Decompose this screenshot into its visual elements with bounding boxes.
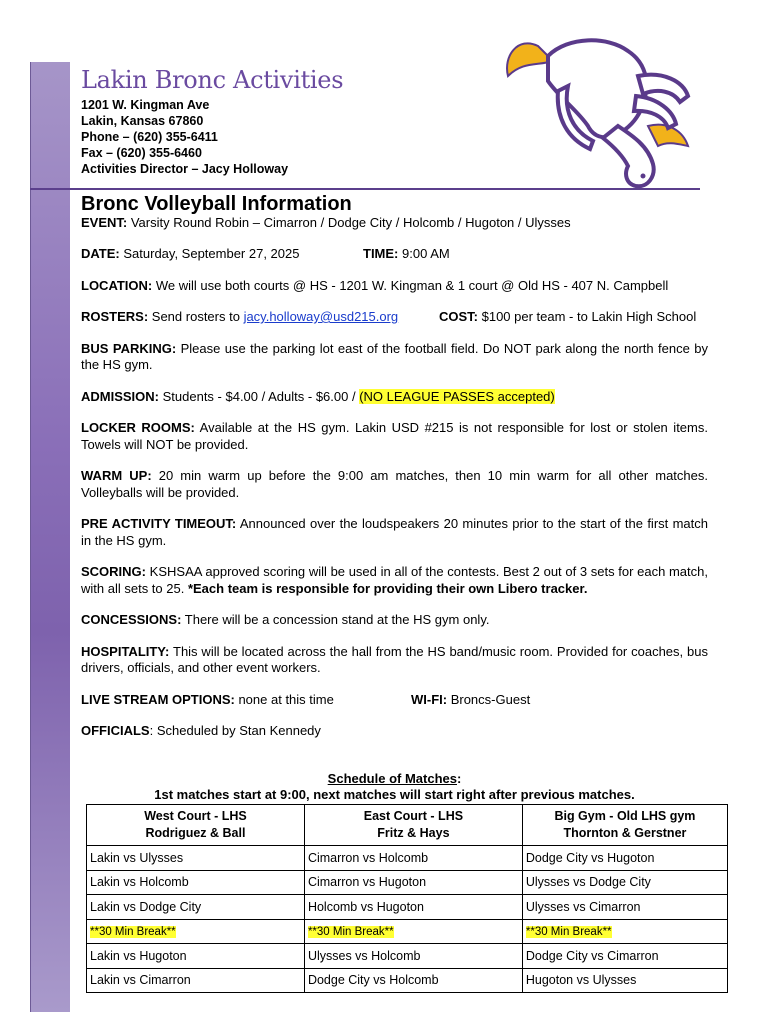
schedule-table [86,804,728,993]
time-label: TIME: [363,246,399,261]
scoring-note: *Each team is responsible for providing their own Libero tracker. [187,580,588,596]
bus-value: Please use the parking lot east of the football field. Do NOT park along the north fence by the HS gym. [81,340,708,372]
schedule-title: Schedule of Matches [327,771,457,786]
break-cell [304,919,522,944]
warmup-label: WARM UP: [81,468,152,483]
concessions-line [81,612,708,629]
address-line-1: 1201 W. Kingman Ave [81,98,210,112]
concessions-label: CONCESSIONS: [81,612,182,627]
info-body [81,193,708,755]
break-label: **30 Min Break** [90,926,176,939]
locker-label: LOCKER ROOMS: [81,420,195,435]
rosters-text: Send rosters to [148,309,244,324]
concessions-value: There will be a concession stand at the HS gym only. [181,612,490,627]
match-cell: Lakin vs Cimarron [87,968,305,993]
date-time-line [81,246,708,263]
livestream-value: none at this time [234,691,334,707]
officials-label: OFFICIALS [81,723,150,738]
match-cell: Lakin vs Holcomb [87,870,305,895]
address-line-2: Lakin, Kansas 67860 [81,114,204,128]
schedule-heading [81,771,708,803]
wifi-value: Broncs-Guest [447,691,531,707]
location-value: We will use both courts @ HS - 1201 W. Kingman & 1 court @ Old HS - 407 N. Campbell [152,277,669,293]
match-cell: Holcomb vs Hugoton [304,895,522,920]
break-cell [522,919,727,944]
match-cell: Hugoton vs Ulysses [522,968,727,993]
table-row [87,895,728,920]
match-cell: Cimarron vs Holcomb [304,846,522,871]
page-title: Bronc Volleyball Information [81,193,352,215]
match-cell: Lakin vs Dodge City [87,895,305,920]
locker-value: Available at the HS gym. Lakin USD #215 is not responsible for lost or stolen items. Towels will NOT be provided. [81,420,708,452]
director: Activities Director – Jacy Holloway [81,162,289,176]
match-cell: Ulysses vs Holcomb [304,944,522,969]
break-cell [87,919,305,944]
schedule-subtitle: 1st matches start at 9:00, next matches will start right after previous matches. [154,787,635,802]
cost-label: COST: [439,309,478,324]
match-cell: Ulysses vs Cimarron [522,895,727,920]
scoring-line [81,564,708,597]
table-row [87,968,728,993]
schedule-title-colon: : [456,771,462,786]
event-label: EVENT: [81,214,128,230]
warmup-line [81,468,708,501]
court-name: Big Gym - Old LHS gym [554,809,696,823]
letterhead [81,66,343,177]
bus-label: BUS PARKING: [81,340,177,356]
time-value: 9:00 AM [398,246,450,261]
column-header [87,805,305,846]
break-label: **30 Min Break** [307,926,394,939]
rosters-label: ROSTERS: [81,309,149,324]
header-divider [30,188,700,190]
sidebar-decoration [30,62,70,1012]
admission-label: ADMISSION: [81,388,159,404]
admission-line [81,389,708,406]
match-cell: Ulysses vs Dodge City [522,870,727,895]
hospitality-line [81,644,708,677]
timeout-label: PRE ACTIVITY TIMEOUT: [81,516,237,531]
officials-value: : Scheduled by Stan Kennedy [149,723,321,738]
scoring-label: SCORING: [81,564,146,579]
timeout-line [81,516,708,549]
org-name: Lakin Bronc Activities [81,66,344,94]
cost-value: $100 per team - to Lakin High School [478,309,697,324]
match-cell: Dodge City vs Hugoton [522,846,727,871]
column-header [304,805,522,846]
date-value: Saturday, September 27, 2025 [119,246,300,261]
table-row [87,944,728,969]
break-row [87,919,728,944]
rosters-email-link[interactable]: jacy.holloway@usd215.org [243,309,399,324]
table-row [87,870,728,895]
column-header [522,805,727,846]
court-officials: Rodriguez & Ball [145,826,246,840]
court-officials: Thornton & Gerstner [563,826,687,840]
bronco-mascot-logo [498,16,708,196]
bus-parking-line [81,341,708,374]
timeout-value: Announced over the loudspeakers 20 minutes prior to the start of the first match in the HS gym. [81,516,708,548]
location-label: LOCATION: [81,277,153,293]
scoring-value: KSHSAA approved scoring will be used in all of the contests. Best 2 out of 3 sets for each match, with all sets to 25. [81,564,708,596]
locker-line [81,420,708,453]
livestream-label: LIVE STREAM OPTIONS: [81,691,235,707]
phone: Phone – (620) 355-6411 [81,130,218,144]
officials-line [81,723,708,740]
fax: Fax – (620) 355-6460 [81,146,202,160]
schedule-header-row [87,805,728,846]
admission-value: Students - $4.00 / Adults - $6.00 / [159,388,360,404]
court-name: West Court - LHS [144,809,247,823]
admission-note: (NO LEAGUE PASSES accepted) [359,388,555,404]
table-row [87,846,728,871]
date-label: DATE: [81,246,120,261]
event-line [81,215,708,232]
match-cell: Dodge City vs Cimarron [522,944,727,969]
livestream-wifi-line [81,692,708,709]
hospitality-label: HOSPITALITY: [81,643,170,659]
match-cell: Cimarron vs Hugoton [304,870,522,895]
break-label: **30 Min Break** [525,926,612,939]
hospitality-value: This will be located across the hall from the HS band/music room. Provided for coaches, bus drivers, officials, and other event workers. [81,643,708,675]
location-line [81,278,708,295]
court-name: East Court - LHS [363,809,464,823]
match-cell: Dodge City vs Holcomb [304,968,522,993]
match-cell: Lakin vs Hugoton [87,944,305,969]
event-value: Varsity Round Robin – Cimarron / Dodge City / Holcomb / Hugoton / Ulysses [127,214,571,230]
match-cell: Lakin vs Ulysses [87,846,305,871]
rosters-cost-line [81,309,708,326]
court-officials: Fritz & Hays [377,826,450,840]
warmup-value: 20 min warm up before the 9:00 am matches, then 10 min warm for all other matches. Volleyballs will be provided. [81,468,708,500]
wifi-label: WI-FI: [411,691,448,707]
